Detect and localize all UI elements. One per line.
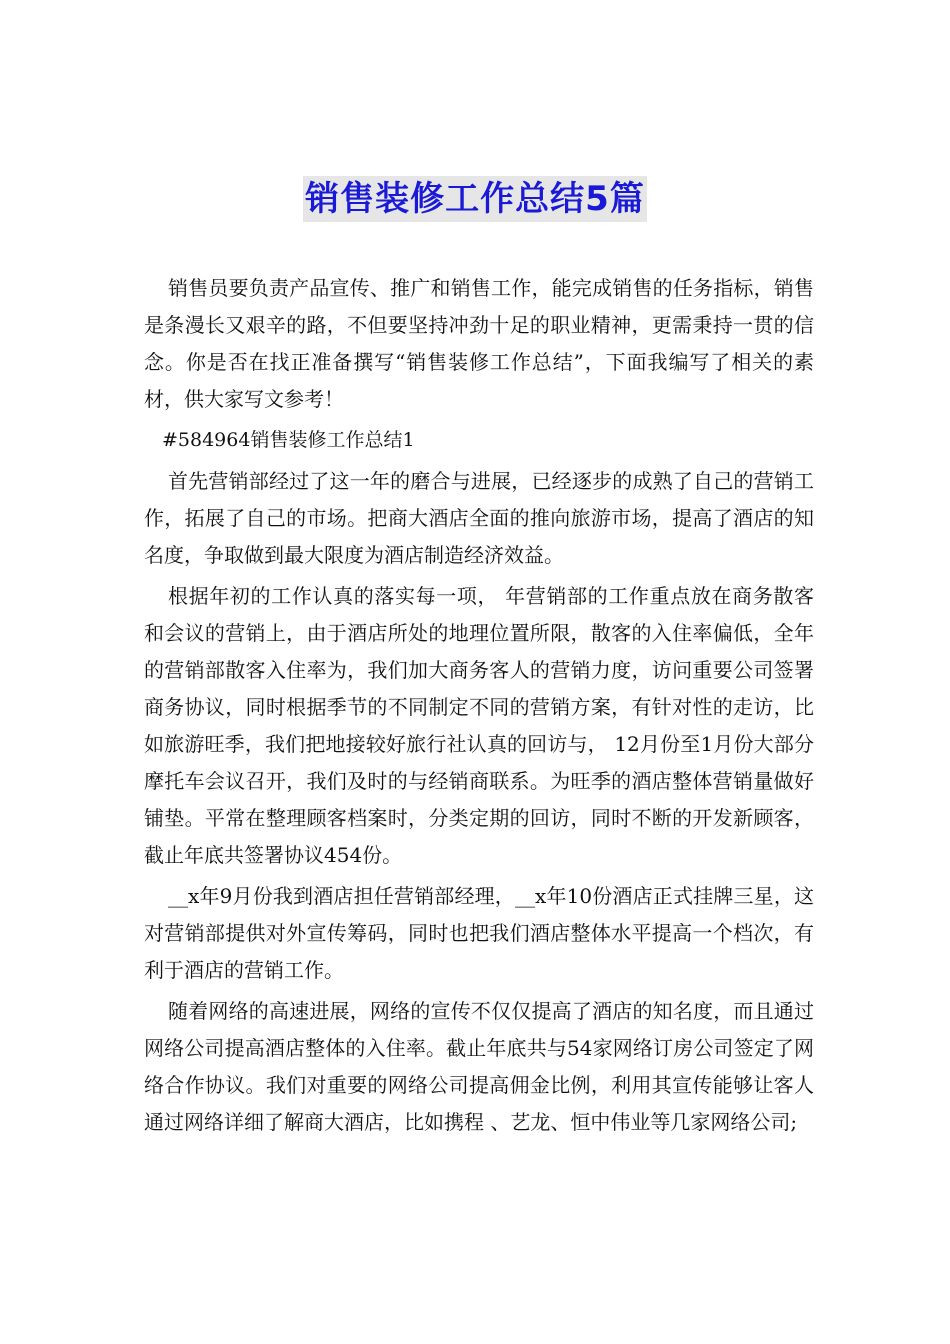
body-paragraph: 根据年初的工作认真的落实每一项， 年营销部的工作重点放在商务散客和会议的营销上，由于酒店所处的地理位置所限，散客的入住率偏低，全年的营销部散客入住率为，我们加大商务客人的营销力度，访问重要公司签署商务协议，同时根据季节的不同制定不同的营销方案，有针对性的走访，比如旅游旺季，我们把地接较好旅行社认真的回访与， 12月份至1月份大部分摩托车会议召开，我们及时的与经销商联系。为旺季的酒店整体营销量做好铺垫。平常在整理顾客档案时，分类定期的回访，同时不断的开发新顾客，截止年底共签署协议454份。: [144, 584, 814, 867]
title-container: [0, 176, 950, 222]
body-paragraph: 首先营销部经过了这一年的磨合与进展，已经逐步的成熟了自己的营销工作，拓展了自己的市场。把商大酒店全面的推向旅游市场，提高了酒店的知名度，争取做到最大限度为酒店制造经济效益。: [144, 469, 814, 567]
body-paragraph: __x年9月份我到酒店担任营销部经理，__x年10份酒店正式挂牌三星，这对营销部提供对外宣传筹码，同时也把我们酒店整体水平提高一个档次，有利于酒店的营销工作。: [144, 884, 814, 982]
intro-paragraph: 销售员要负责产品宣传、推广和销售工作，能完成销售的任务指标，销售是条漫长又艰辛的路，不但要坚持冲劲十足的职业精神，更需秉持一贯的信念。你是否在找正准备撰写“销售装修工作总结”，下面我编写了相关的素材，供大家写文参考！: [144, 276, 814, 411]
body-paragraph: 随着网络的高速进展，网络的宣传不仅仅提高了酒店的知名度，而且通过网络公司提高酒店整体的入住率。截止年底共与54家网络订房公司签定了网络合作协议。我们对重要的网络公司提高佣金比例，利用其宣传能够让客人通过网络详细了解商大酒店，比如携程 、艺龙、恒中伟业等几家网络公司;: [144, 999, 814, 1134]
section-heading: #584964销售装修工作总结1: [162, 429, 415, 451]
document-body: [144, 270, 814, 1145]
document-title: 销售装修工作总结5篇: [303, 176, 647, 222]
